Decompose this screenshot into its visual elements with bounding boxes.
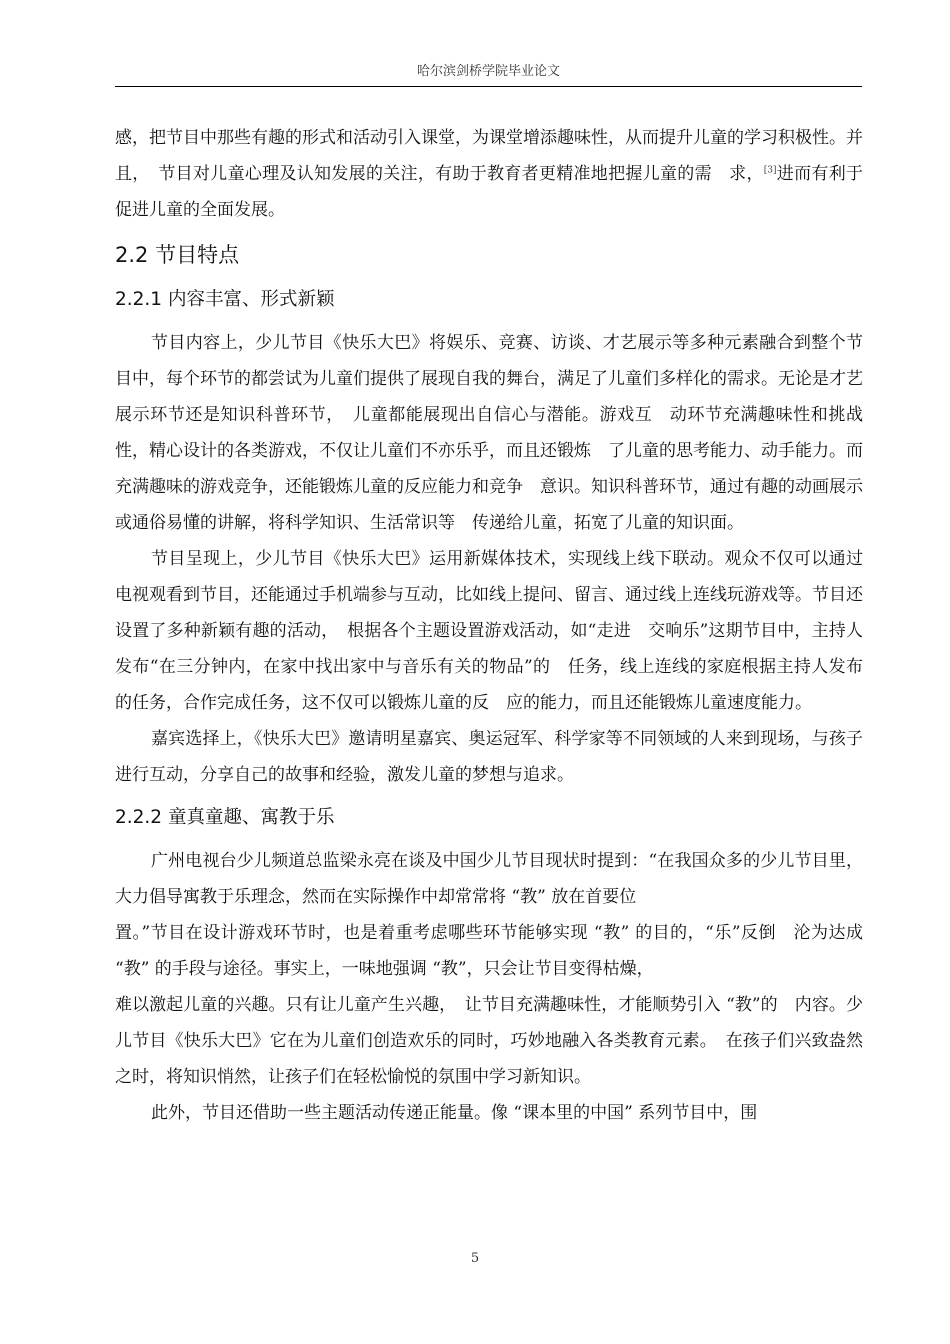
paragraph-content: 节目内容上，少儿节目《快乐大巴》将娱乐、竞赛、访谈、才艺展示等多种元素融合到整个节目中，每个环节的都尝试为儿童们提供了展现自我的舞台，满足了儿童们多样化的需求。无论是才艺展示环节还是知识科普环节， 儿童都能展现出自信心与潜能。游戏互 动环节充满趣味性和挑战性，精心设计的各类游戏，不仅让儿童们不亦乐乎，而且还锻炼 了儿童的思考能力、动手能力。而充满趣味的游戏竞争，还能锻炼儿童的反应能力和竞争 意识。知识科普环节，通过有趣的动画展示或通俗易懂的讲解，将科学知识、生活常识等 传递给儿童，拓宽了儿童的知识面。 [115,333,863,533]
paragraph-guests: 嘉宾选择上，《快乐大巴》邀请明星嘉宾、奥运冠军、科学家等不同领域的人来到现场，与孩子进行互动，分享自己的故事和经验，激发儿童的梦想与追求。 [115,729,863,785]
paragraph-quote-line-3: 难以激起儿童的兴趣。只有让儿童产生兴趣， 让节目充满趣味性，才能顺势引入 “教”的 内容。少儿节目《快乐大巴》它在为儿童们创造欢乐的同时，巧妙地融入各类教育元素。 在孩子们兴致盎然之时，将知识悄然，让孩子们在轻松愉悦的氛围中学习新知识。 [115,995,863,1087]
intro-text-end: 进而有利于促进儿童的全面发展。 [115,164,863,220]
citation-marker: [3] [763,165,777,176]
subsection-heading-2-2-1: 2.2.1 内容丰富、形式新颖 [115,289,335,310]
header-divider [115,86,862,87]
page-body [115,120,863,1131]
paragraph-quote-line-2: 置。”节目在设计游戏环节时，也是着重考虑哪些环节能够实现 “教” 的目的，“乐”反倒 沦为达成 “教” 的手段与途径。事实上，一味地强调 “教”，只会让节目变得枯燥， [115,923,863,979]
intro-text: 感，把节目中那些有趣的形式和活动引入课堂，为课堂增添趣味性，从而提升儿童的学习积极性。并且， 节目对儿童心理及认知发展的关注，有助于教育者更精准地把握儿童的需 求， [115,128,863,184]
page-number: 5 [470,1251,480,1266]
section-heading-2-2: 2.2 节目特点 [115,243,240,267]
paragraph-quote-line-1: 广州电视台少儿频道总监梁永亮在谈及中国少儿节目现状时提到：“在我国众多的少儿节目里，大力倡导寓教于乐理念，然而在实际操作中却常常将 “教” 放在首要位 [115,851,863,907]
page-header: 哈尔滨剑桥学院毕业论文 [416,64,560,79]
paragraph-presentation: 节目呈现上，少儿节目《快乐大巴》运用新媒体技术，实现线上线下联动。观众不仅可以通过电视观看到节目，还能通过手机端参与互动，比如线上提问、留言、通过线上连线玩游戏等。节目还设置了多种新颖有趣的活动， 根据各个主题设置游戏活动，如“走进 交响乐”这期节目中，主持人发布“在三分钟内，在家中找出家中与音乐有关的物品”的 任务，线上连线的家庭根据主持人发布的任务，合作完成任务，这不仅可以锻炼儿童的反 应的能力，而且还能锻炼儿童速度能力。 [115,549,863,713]
paragraph-positive-energy: 此外，节目还借助一些主题活动传递正能量。像 “课本里的中国” 系列节目中，围 [151,1103,758,1123]
subsection-heading-2-2-2: 2.2.2 童真童趣、寓教于乐 [115,807,335,828]
intro-paragraph [115,120,863,228]
